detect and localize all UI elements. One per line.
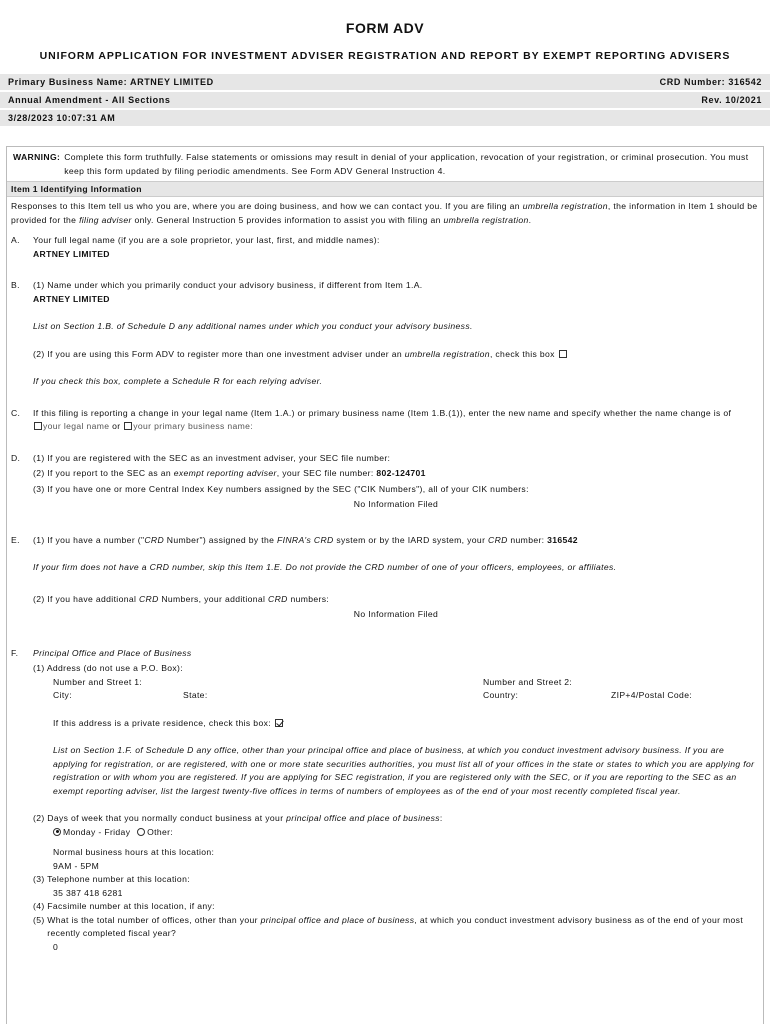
question-a-label: A. (11, 235, 20, 245)
question-d-label: D. (11, 452, 21, 463)
cik-numbers-value: No Information Filed (353, 499, 439, 509)
question-b (7, 279, 763, 389)
business-name-value: ARTNEY LIMITED (33, 293, 110, 304)
schedule-r-note: If you check this box, complete a Schedule R for each relying adviser. (33, 376, 323, 386)
question-f-label: F. (11, 647, 19, 658)
question-d2-text: (2) If you report to the SEC as an exempt reporting adviser, your SEC file number: 802-124701 (33, 468, 426, 478)
hours-label: Normal business hours at this location: (53, 847, 215, 857)
address-question: (1) Address (do not use a P.O. Box): (33, 663, 184, 673)
street2-label: Number and Street 2: (483, 676, 573, 687)
question-c (7, 407, 763, 434)
question-b-label: B. (11, 280, 20, 290)
legal-name-option: your legal name (43, 421, 110, 431)
private-residence-checkbox[interactable] (275, 719, 283, 727)
zip-label: ZIP+4/Postal Code: (611, 690, 693, 700)
item1-intro: Responses to this Item tell us who you are, where you are doing business, and how we can contact you. If you are filing an umbrella registration, the information in Item 1 should be provided for the filing adviser only. General Instruction 5 provides information to assist you with filing an umbrella registration. (11, 201, 758, 225)
schedule-d-note: List on Section 1.B. of Schedule D any additional names under which you conduct your advisory business. (33, 321, 473, 331)
country-label: Country: (483, 690, 519, 700)
amendment-type: Annual Amendment - All Sections (8, 95, 171, 105)
question-a-text: Your full legal name (if you are a sole proprietor, your last, first, and middle names): (33, 235, 380, 245)
telephone-question: (3) Telephone number at this location: (33, 874, 190, 884)
legal-name-change-checkbox[interactable] (34, 422, 42, 430)
question-c-text: If this filing is reporting a change in your legal name (Item 1.A.) or primary business name (Item 1.B.(1)), enter the new name and specify whether the name change is of (33, 407, 732, 418)
monday-friday-radio[interactable] (53, 828, 61, 836)
question-c-label: C. (11, 407, 21, 418)
offices-count-value: 0 (53, 941, 59, 952)
additional-crd-value: No Information Filed (353, 609, 439, 619)
question-e2-text: (2) If you have additional CRD Numbers, your additional CRD numbers: (33, 593, 330, 604)
revision: Rev. 10/2021 (701, 95, 762, 105)
question-f (7, 647, 763, 955)
hours-value: 9AM - 5PM (53, 860, 100, 871)
business-name-band (0, 74, 770, 90)
state-label: State: (183, 690, 208, 700)
crd-number-value: 316542 (547, 534, 578, 545)
form-subtitle: UNIFORM APPLICATION FOR INVESTMENT ADVISER REGISTRATION AND REPORT BY EXEMPT REPORTING ADVISERS (39, 50, 731, 62)
umbrella-checkbox[interactable] (559, 350, 567, 358)
question-e (7, 534, 763, 622)
principal-office-heading: Principal Office and Place of Business (33, 647, 192, 658)
offices-note: List on Section 1.F. of Schedule D any office, other than your principal office and place of business, at which you conduct investment advisory business. If you are applying for registration, or are registered, with one or more state securities authorities, you must list all of your offices in the state or states to which you are applying for registration or with whom you are registered. If you are applying for SEC registration, if you are registered only with the SEC, or if you are reporting to the SEC as an exempt reporting adviser, list the largest twenty-five offices in terms of numbers of employees as of the end of your most recently completed fiscal year. (53, 745, 755, 796)
other-days-radio[interactable] (137, 828, 145, 836)
other-days-label: Other: (147, 826, 174, 837)
warning-box (7, 147, 763, 181)
or-text: or (112, 421, 121, 431)
primary-business-name: Primary Business Name: ARTNEY LIMITED (8, 77, 214, 87)
address-grid (53, 676, 759, 703)
days-question: (2) Days of week that you normally conduct business at your principal office and place of business: (33, 813, 443, 823)
amendment-band (0, 92, 770, 108)
private-residence-row: If this address is a private residence, check this box: (53, 717, 759, 731)
days-options (33, 826, 759, 840)
monday-friday-label: Monday - Friday (63, 826, 131, 837)
street1-label: Number and Street 1: (53, 676, 143, 687)
sec-file-number: 802-124701 (376, 468, 426, 478)
umbrella-question: (2) If you are using this Form ADV to register more than one investment adviser under an umbrella registration, check this box (33, 348, 759, 362)
question-d3-text: (3) If you have one or more Central Index Key numbers assigned by the SEC ("CIK Numbers"), all of your CIK numbers: (33, 483, 529, 494)
question-b1-text: (1) Name under which you primarily conduct your advisory business, if different from Item 1.A. (33, 280, 423, 290)
question-e-label: E. (11, 534, 20, 545)
warning-text: Complete this form truthfully. False statements or omissions may result in denial of your application, revocation of your registration, or criminal prosecution. You must keep this form updated by filing periodic amendments. See Form ADV General Instruction 4. (64, 152, 749, 176)
form-title: FORM ADV (345, 20, 425, 36)
question-a (7, 234, 763, 261)
question-e1-text: (1) If you have a number ("CRD Number") assigned by the FINRA's CRD system or by the IARD system, your CRD number: 316542 (33, 534, 578, 545)
fax-question: (4) Facsimile number at this location, if any: (33, 901, 215, 911)
telephone-value: 35 387 418 6281 (53, 887, 123, 898)
question-d1-text: (1) If you are registered with the SEC as an investment adviser, your SEC file number: (33, 452, 391, 463)
crd-number: CRD Number: 316542 (659, 77, 762, 87)
header-bands (0, 74, 770, 126)
filing-datetime: 3/28/2023 10:07:31 AM (8, 113, 116, 123)
city-label: City: (53, 690, 72, 700)
crd-skip-note: If your firm does not have a CRD number, skip this Item 1.E. Do not provide the CRD number of one of your officers, employees, or affiliates. (33, 562, 617, 572)
datetime-band (0, 110, 770, 126)
question-d (7, 452, 763, 512)
business-name-option: your primary business name: (133, 421, 254, 431)
warning-label: WARNING: (13, 152, 61, 162)
business-name-change-checkbox[interactable] (124, 422, 132, 430)
item1-heading: Item 1 Identifying Information (7, 181, 763, 197)
legal-name-value: ARTNEY LIMITED (33, 248, 110, 259)
form-content (6, 146, 764, 1024)
offices-count-question: (5) What is the total number of offices, other than your principal office and place of business, at which you conduct investment advisory business as of the end of your most recently completed fiscal year? (33, 914, 744, 938)
